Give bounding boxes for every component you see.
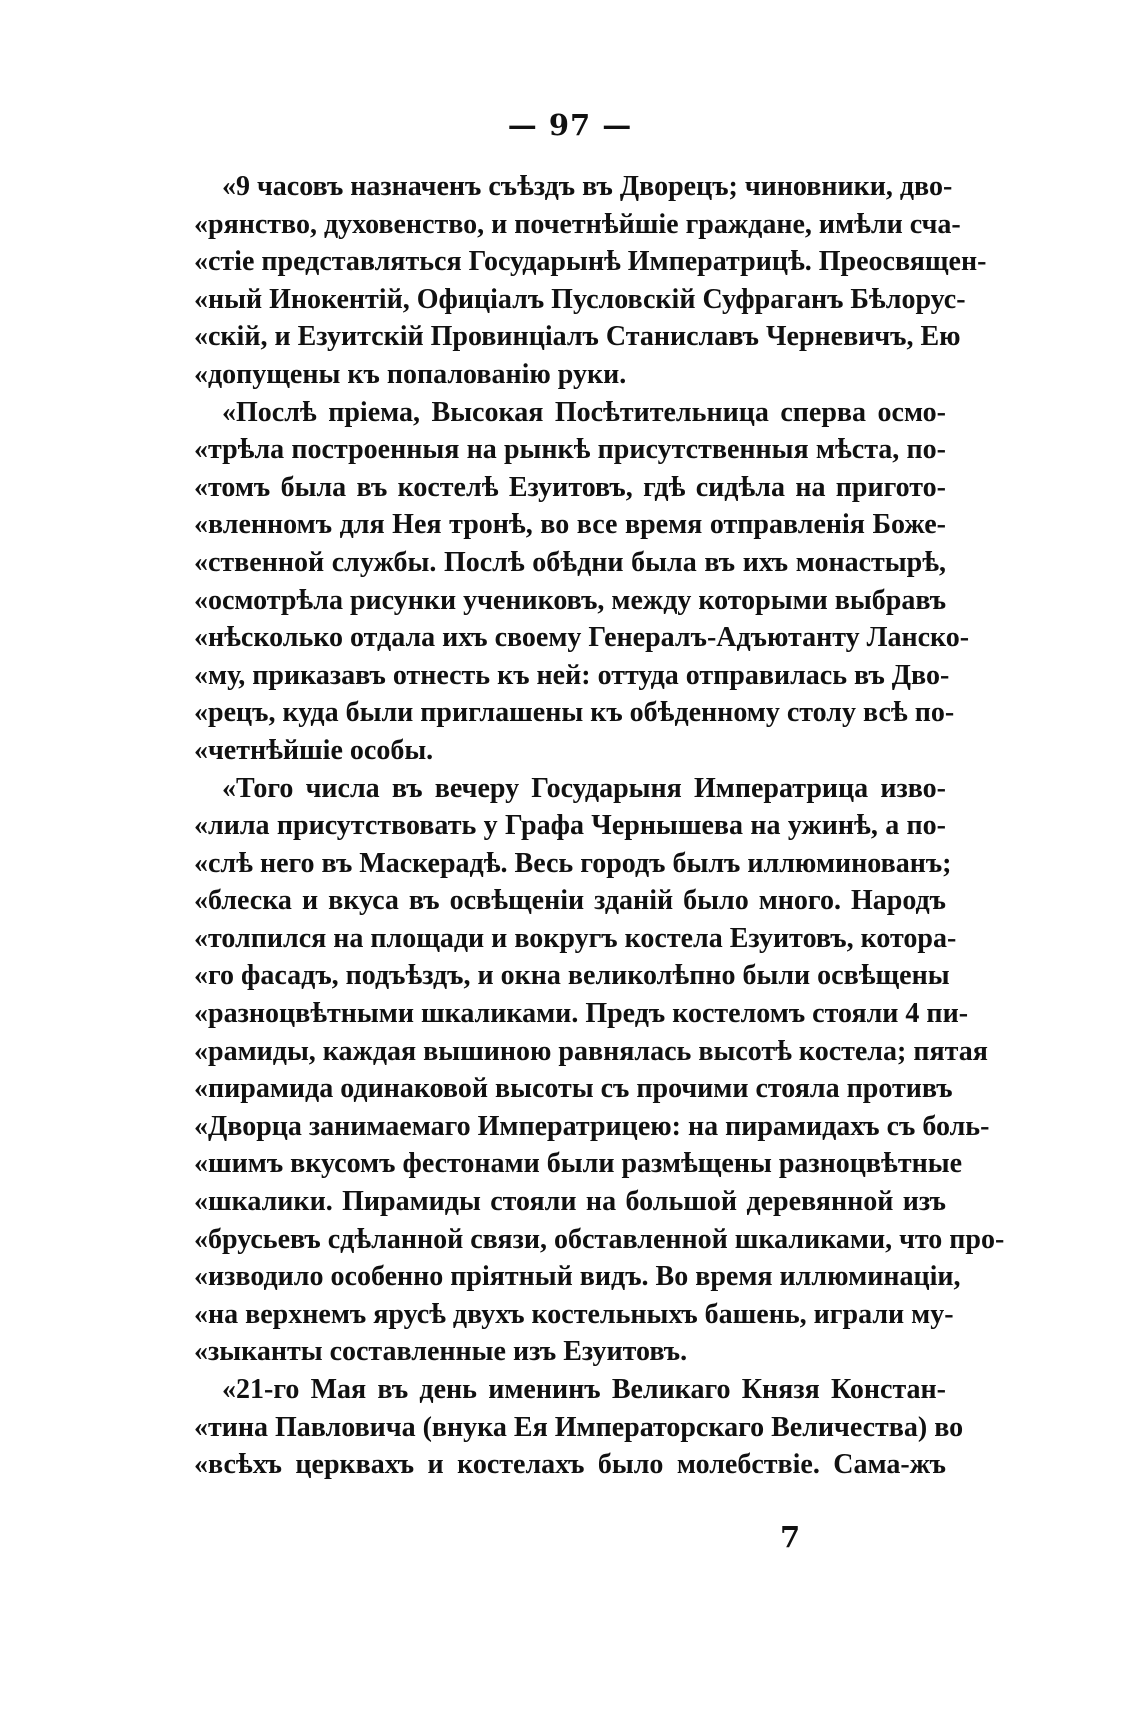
page-number: — 97 —: [507, 108, 633, 142]
text-line: «вленномъ для Нея тронѣ, во все время отправленія Боже-: [194, 509, 946, 541]
paragraph: [194, 1371, 964, 1484]
text-line: «стіе представляться Государынѣ Императрицѣ. Преосвящен-: [194, 246, 987, 278]
text-line: «трѣла построенныя на рынкѣ присутственныя мѣста, по-: [194, 434, 946, 466]
text-line: «зыканты составленные изъ Езуитовъ.: [194, 1336, 688, 1368]
text-line: «разноцвѣтными шкаликами. Предъ костеломъ стояли 4 пи-: [194, 998, 969, 1030]
text-line: «шкалики. Пирамиды стояли на большой деревянной изъ: [194, 1186, 946, 1218]
text-line: «брусьевъ сдѣланной связи, обставленной шкаликами, что про-: [194, 1223, 1005, 1255]
text-line: «блеска и вкуса въ освѣщеніи зданій было много. Народъ: [194, 885, 946, 917]
text-line: «скій, и Езуитскій Провинціалъ Станиславъ Черневичъ, Ею: [194, 321, 961, 353]
text-line: «изводило особенно пріятный видъ. Во время иллюминаціи,: [194, 1261, 961, 1293]
text-line: «ный Инокентій, Офиціалъ Пусловскій Суфраганъ Бѣлорус-: [194, 283, 966, 315]
text-line: «Того числа въ вечеру Государыня Императрица изво-: [222, 772, 946, 804]
text-line: «толпился на площади и вокругъ костела Езуитовъ, котора-: [194, 922, 957, 954]
text-line: «9 часовъ назначенъ съѣздъ въ Дворецъ; чиновники, дво-: [222, 171, 953, 202]
text-line: «му, приказавъ отнесть къ ней: оттуда отправилась въ Дво-: [194, 659, 950, 691]
text-line: «ственной службы. Послѣ обѣдни была въ ихъ монастырѣ,: [194, 546, 946, 578]
text-line: «Послѣ пріема, Высокая Посѣтительница сперва осмо-: [222, 396, 946, 428]
text-line: «го фасадъ, подъѣздъ, и окна великолѣпно были освѣщены: [194, 960, 950, 992]
text-line: «четнѣйшіе особы.: [194, 734, 434, 766]
paragraph: [194, 770, 1005, 1372]
signature-mark: 7: [780, 1520, 801, 1554]
text-line: «лила присутствовать у Графа Чернышева на ужинѣ, а по-: [194, 810, 946, 842]
text-line: «тина Павловича (внука Ея Императорскаго Величества) во: [194, 1411, 964, 1443]
paragraph: [194, 168, 987, 394]
text-line: «21-го Мая въ день именинъ Великаго Князя Констан-: [222, 1374, 946, 1405]
text-line: «шимъ вкусомъ фестонами были размѣщены разноцвѣтные: [194, 1148, 963, 1180]
text-line: «рамиды, каждая вышиною равнялась высотѣ костела; пятая: [194, 1035, 988, 1067]
text-line: «томъ была въ костелѣ Езуитовъ, гдѣ сидѣла на пригото-: [194, 471, 946, 503]
text-line: «рянство, духовенство, и почетнѣйшіе граждане, имѣли сча-: [194, 208, 961, 240]
text-line: «осмотрѣла рисунки учениковъ, между которыми выбравъ: [194, 584, 947, 616]
text-line: «рецъ, куда были приглашены къ обѣденному столу всѣ по-: [194, 697, 955, 729]
text-line: «Дворца занимаемаго Императрицею: на пирамидахъ съ боль-: [194, 1110, 990, 1142]
body-text: [194, 168, 1005, 1484]
paragraph: [194, 394, 970, 770]
text-line: «слѣ него въ Маскерадѣ. Весь городъ былъ иллюминованъ;: [194, 847, 952, 879]
text-line: «на верхнемъ ярусѣ двухъ костельныхъ башень, играли му-: [194, 1298, 954, 1330]
text-line: «допущены къ попалованію руки.: [194, 358, 627, 390]
text-line: «пирамида одинаковой высоты съ прочими стояла противъ: [194, 1073, 953, 1105]
text-line: «всѣхъ церквахъ и костелахъ было молебствіе. Сама-жъ: [194, 1449, 946, 1481]
text-line: «нѣсколько отдала ихъ своему Генералъ-Адъютанту Ланско-: [194, 622, 970, 654]
